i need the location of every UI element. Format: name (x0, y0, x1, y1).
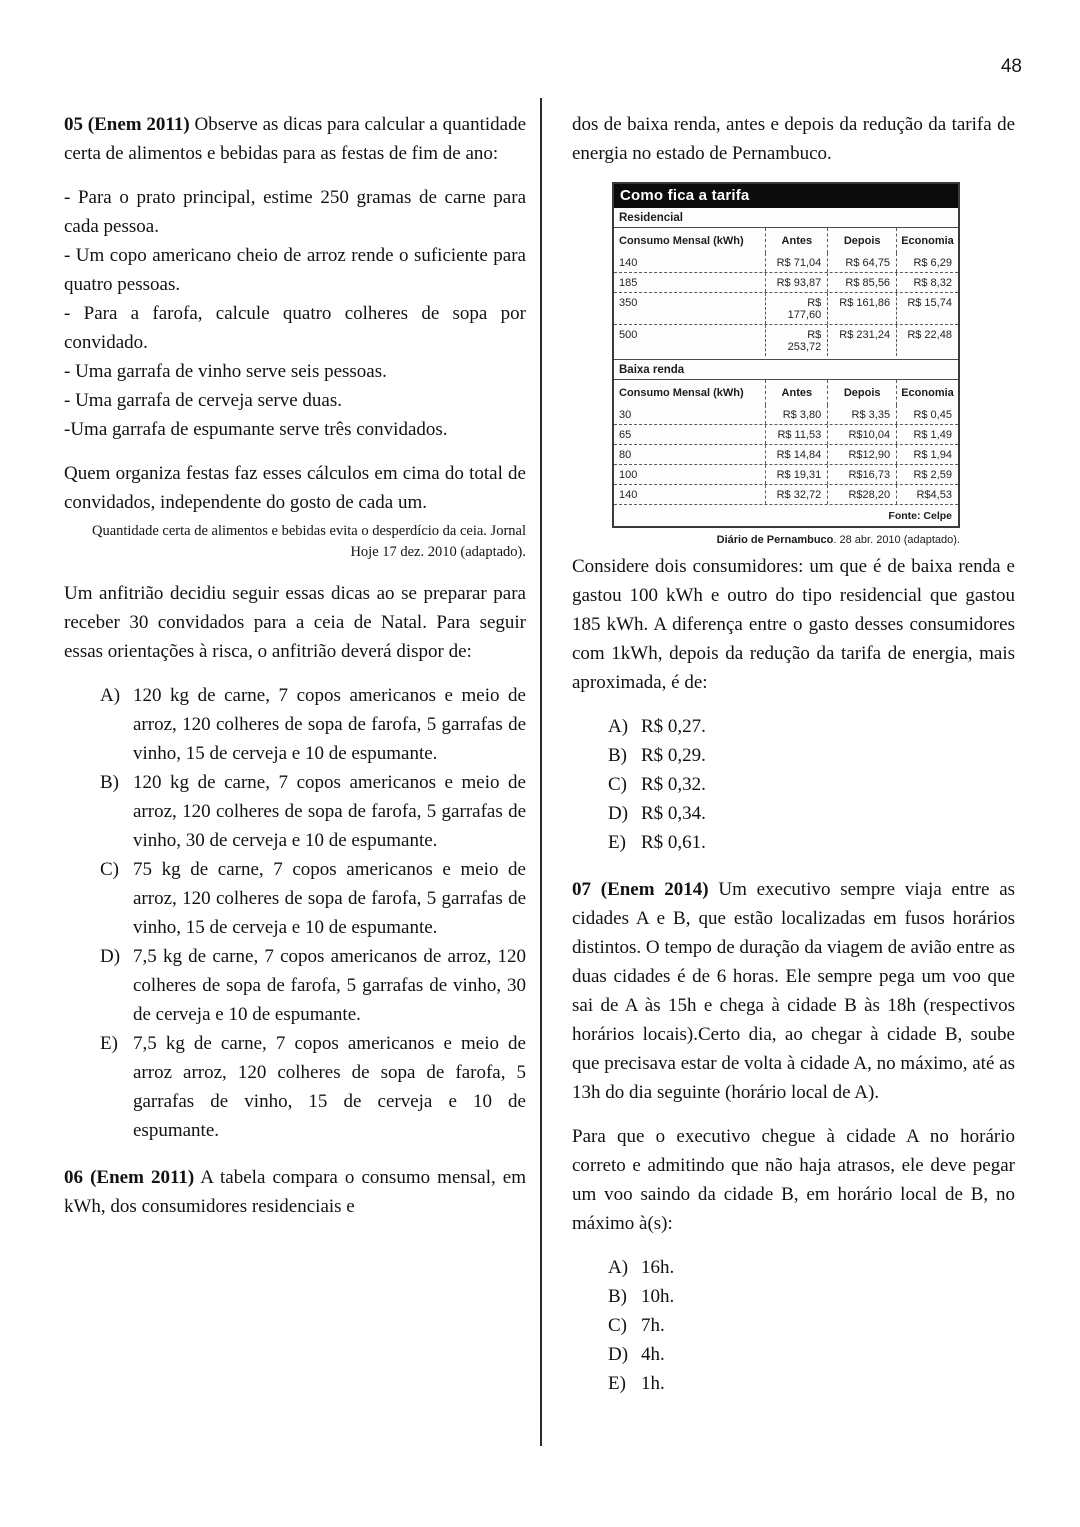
q06-option (572, 770, 1015, 799)
tariff-rows-baixa-renda (614, 405, 958, 504)
q05-tip: - Para o prato principal, estime 250 gramas de carne para cada pessoa. (64, 187, 526, 237)
cell-economia: R$ 2,59 (896, 465, 958, 484)
table-row (614, 445, 958, 465)
cell-consumo: 140 (619, 489, 638, 501)
cell-economia: R$ 15,74 (896, 293, 958, 324)
cell-economia: R$ 1,94 (896, 445, 958, 464)
cell-antes: R$ 3,80 (765, 405, 827, 424)
page-number: 48 (1000, 56, 1022, 77)
table-row (614, 465, 958, 485)
table-row (614, 293, 958, 325)
q07-option (572, 1311, 1015, 1340)
cell-depois: R$ 64,75 (827, 253, 896, 272)
cell-depois: R$28,20 (827, 485, 896, 504)
option-label: A) (608, 1257, 629, 1278)
q05-tip: -Uma garrafa de espumante serve três convidados. (64, 419, 448, 440)
cell-antes: R$ 19,31 (765, 465, 827, 484)
q05-option (64, 855, 526, 942)
tariff-section-residencial: Residencial (614, 208, 958, 228)
column-divider (540, 98, 542, 1446)
tariff-source: Fonte: Celpe (614, 504, 958, 526)
col-header-economia: Economia (896, 228, 958, 253)
cell-economia: R$ 8,32 (896, 273, 958, 292)
q06-intro-left-text: A tabela compara o consumo mensal, em kWh, dos consumidores residenciais e (64, 1167, 527, 1217)
col-header-economia: Economia (896, 380, 958, 405)
q05-tip: - Uma garrafa de vinho serve seis pessoas. (64, 361, 387, 382)
option-label: C) (100, 859, 119, 880)
option-text: 10h. (641, 1286, 675, 1307)
option-label: B) (608, 1286, 627, 1307)
cell-economia: R$ 6,29 (896, 253, 958, 272)
cell-depois: R$ 3,35 (827, 405, 896, 424)
cell-antes: R$ 71,04 (765, 253, 827, 272)
cell-antes: R$ 177,60 (765, 293, 827, 324)
q07-option (572, 1340, 1015, 1369)
option-text: 7,5 kg de carne, 7 copos americanos e meio de arroz arroz, 120 colheres de sopa de farofa, 5 garrafas de vinho, 15 de cerveja e 10 de espumante. (133, 1033, 526, 1141)
q05-para3: Um anfitrião decidiu seguir essas dicas ao se preparar para receber 30 convidados para a ceia de Natal. Para seguir essas orientações à risca, o anfitrião deverá dispor de: (64, 583, 526, 662)
option-label: E) (608, 832, 626, 853)
table-row (614, 405, 958, 425)
q07-option (572, 1369, 1015, 1398)
cell-consumo: 80 (619, 449, 632, 461)
option-label: A) (100, 685, 121, 706)
tariff-table (612, 182, 960, 528)
cell-antes: R$ 32,72 (765, 485, 827, 504)
q06-option (572, 799, 1015, 828)
q07-options (572, 1253, 1015, 1398)
q07-para2: Para que o executivo chegue à cidade A no horário correto e admitindo que não haja atrasos, ele deve pegar um voo saindo da cidade B, em horário local de B, no máximo à(s): (572, 1126, 1015, 1234)
cell-consumo: 140 (619, 257, 638, 269)
option-text: R$ 0,34. (641, 803, 706, 824)
cell-consumo: 100 (619, 469, 638, 481)
cell-consumo: 350 (619, 297, 638, 309)
option-text: 7h. (641, 1315, 665, 1336)
q05-option (64, 768, 526, 855)
q06-option (572, 828, 1015, 857)
option-label: D) (608, 803, 629, 824)
col-header-antes: Antes (765, 228, 827, 253)
option-text: 4h. (641, 1344, 665, 1365)
option-label: B) (100, 772, 119, 793)
option-text: 1h. (641, 1373, 665, 1394)
q06-options (572, 712, 1015, 857)
q05-intro (64, 110, 526, 168)
col-header-depois: Depois (827, 380, 896, 405)
table-row (614, 425, 958, 445)
q05-tips-list (64, 183, 526, 444)
table-row (614, 325, 958, 356)
tariff-header-row (614, 228, 958, 253)
option-label: E) (608, 1373, 626, 1394)
option-text: R$ 0,61. (641, 832, 706, 853)
col-header-depois: Depois (827, 228, 896, 253)
tariff-caption-source: Diário de Pernambuco (716, 534, 834, 546)
col-header-consumo: Consumo Mensal (kWh) (619, 235, 744, 247)
option-text: 120 kg de carne, 7 copos americanos e meio de arroz, 120 colheres de sopa de farofa, 5 garrafas de vinho, 30 de cerveja e 10 de espumante. (133, 772, 526, 851)
q05-option (64, 681, 526, 768)
q07-intro (572, 875, 1015, 1107)
cell-depois: R$ 85,56 (827, 273, 896, 292)
q05-para2: Quem organiza festas faz esses cálculos em cima do total de convidados, independente do gosto de cada um. (64, 463, 526, 513)
q07-option (572, 1282, 1015, 1311)
left-column (64, 110, 526, 1221)
cell-depois: R$10,04 (827, 425, 896, 444)
option-text: R$ 0,32. (641, 774, 706, 795)
q07-option (572, 1253, 1015, 1282)
tariff-rows-residencial (614, 253, 958, 356)
q05-number: 05 (Enem 2011) (64, 114, 190, 135)
cell-economia: R$4,53 (896, 485, 958, 504)
q05-option (64, 1029, 526, 1145)
option-text: 120 kg de carne, 7 copos americanos e meio de arroz, 120 colheres de sopa de farofa, 5 garrafas de vinho, 15 de cerveja e 10 de espumante. (133, 685, 526, 764)
cell-antes: R$ 253,72 (765, 325, 827, 356)
option-text: R$ 0,27. (641, 716, 706, 737)
q07-intro-text: Um executivo sempre viaja entre as cidades A e B, que estão localizadas em fusos horários distintos. O tempo de duração da viagem de avião entre as duas cidades é de 6 horas. Ele sempre pega um voo que sai de A às 15h e chega à cidade B às 18h (respectivos horários locais).Certo dia, ao chegar à cidade B, soube que precisava estar de volta à cidade A, no máximo, até as 13h do dia seguinte (horário local de A). (572, 879, 1016, 1103)
tariff-table-figure (612, 182, 960, 546)
option-label: B) (608, 745, 627, 766)
q05-citation: Quantidade certa de alimentos e bebidas evita o desperdício da ceia. Jornal Hoje 17 dez. 2010 (adaptado). (91, 523, 526, 560)
cell-antes: R$ 14,84 (765, 445, 827, 464)
cell-consumo: 185 (619, 277, 638, 289)
col-header-antes: Antes (765, 380, 827, 405)
q06-para2: Considere dois consumidores: um que é de baixa renda e gastou 100 kWh e outro do tipo residencial que gastou 185 kWh. A diferença entre o gasto desses consumidores com 1kWh, depois da redução da tarifa de energia, mais aproximada, é de: (572, 556, 1015, 693)
cell-consumo: 30 (619, 409, 632, 421)
option-label: D) (100, 946, 121, 967)
cell-depois: R$ 231,24 (827, 325, 896, 356)
tariff-section-baixa-renda: Baixa renda (614, 359, 958, 380)
cell-consumo: 500 (619, 329, 638, 341)
option-label: C) (608, 774, 627, 795)
q06-intro-left (64, 1163, 526, 1221)
option-label: E) (100, 1033, 118, 1054)
option-label: C) (608, 1315, 627, 1336)
q05-options (64, 681, 526, 1145)
table-row (614, 253, 958, 273)
q06-number: 06 (Enem 2011) (64, 1167, 195, 1188)
option-text: 16h. (641, 1257, 675, 1278)
q06-option (572, 741, 1015, 770)
cell-economia: R$ 0,45 (896, 405, 958, 424)
q05-tip: - Um copo americano cheio de arroz rende o suficiente para quatro pessoas. (64, 245, 526, 295)
q05-tip: - Uma garrafa de cerveja serve duas. (64, 390, 342, 411)
cell-depois: R$12,90 (827, 445, 896, 464)
cell-depois: R$ 161,86 (827, 293, 896, 324)
q05-tip: - Para a farofa, calcule quatro colheres de sopa por convidado. (64, 303, 526, 353)
option-text: R$ 0,29. (641, 745, 706, 766)
q06-intro-right: dos de baixa renda, antes e depois da redução da tarifa de energia no estado de Pernambuco. (572, 114, 1015, 164)
cell-depois: R$16,73 (827, 465, 896, 484)
q06-option (572, 712, 1015, 741)
cell-economia: R$ 1,49 (896, 425, 958, 444)
table-row (614, 273, 958, 293)
option-text: 75 kg de carne, 7 copos americanos e meio de arroz, 120 colheres de sopa de farofa, 5 garrafas de vinho, 15 de cerveja e 10 de espumante. (133, 859, 526, 938)
tariff-caption (612, 534, 960, 546)
tariff-table-title: Como fica a tarifa (614, 184, 958, 208)
table-row (614, 485, 958, 504)
tariff-header-row (614, 380, 958, 405)
q05-option (64, 942, 526, 1029)
cell-antes: R$ 93,87 (765, 273, 827, 292)
cell-antes: R$ 11,53 (765, 425, 827, 444)
cell-consumo: 65 (619, 429, 632, 441)
right-column (572, 110, 1015, 1416)
option-text: 7,5 kg de carne, 7 copos americanos de arroz, 120 colheres de sopa de farofa, 5 garrafas de vinho, 30 de cerveja e 10 de espumante. (133, 946, 526, 1025)
option-label: D) (608, 1344, 629, 1365)
q05-intro-text: Observe as dicas para calcular a quantidade certa de alimentos e bebidas para as festas de fim de ano: (64, 114, 526, 164)
tariff-caption-date: . 28 abr. 2010 (adaptado). (833, 534, 960, 546)
q07-number: 07 (Enem 2014) (572, 879, 709, 900)
option-label: A) (608, 716, 629, 737)
cell-economia: R$ 22,48 (896, 325, 958, 356)
col-header-consumo: Consumo Mensal (kWh) (619, 387, 744, 399)
